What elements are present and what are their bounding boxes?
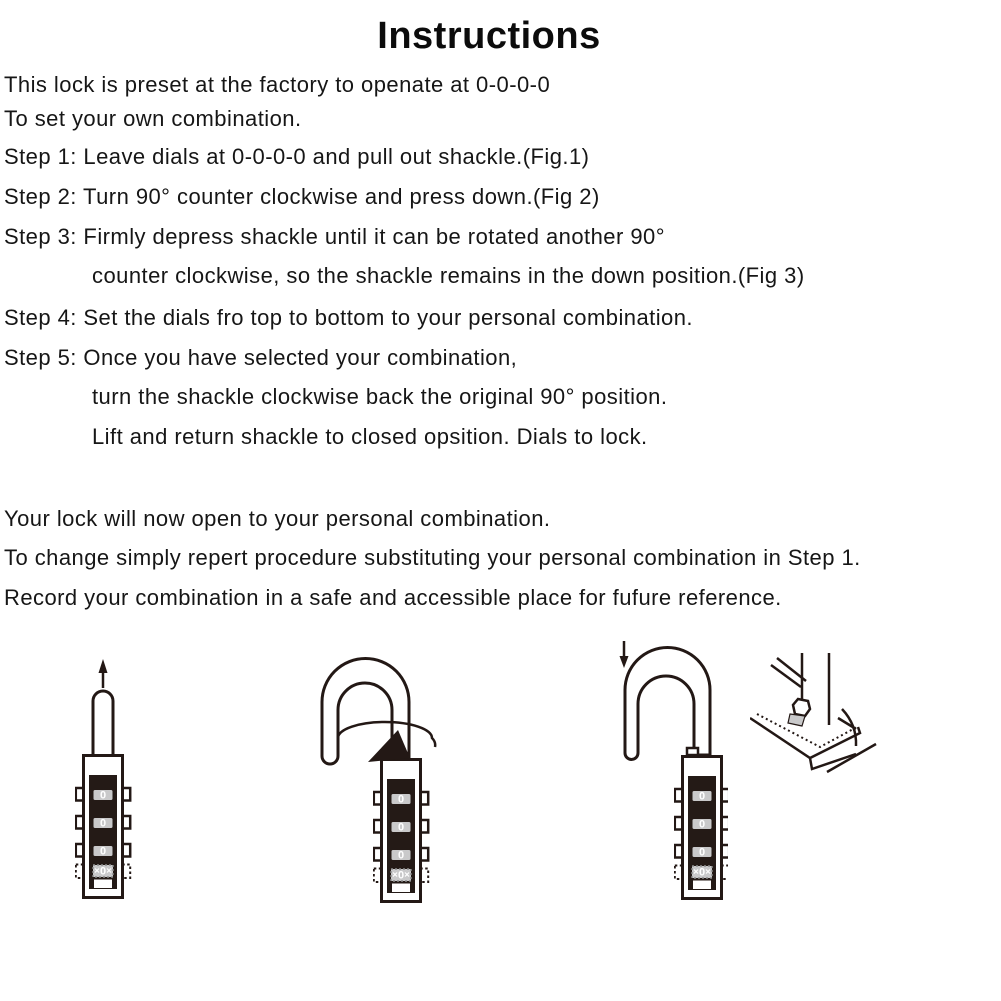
arrow-up-icon (99, 659, 108, 688)
step-1-line: Step 1: Leave dials at 0-0-0-0 and pull out shackle.(Fig.1) (4, 144, 590, 169)
latch-hex-tab (793, 699, 810, 716)
step-2-line: Step 2: Turn 90° counter clockwise and press down.(Fig 2) (4, 184, 600, 209)
figure-2-turn-shackle (308, 648, 444, 908)
figure-3-press-down (598, 638, 728, 904)
figure-1-pull-shackle (66, 652, 140, 908)
step-3-line-a: Step 3: Firmly depress shackle until it can be rotated another 90° (4, 224, 665, 249)
lock-top-face-thickness (810, 754, 856, 769)
step-3-line-b: counter clockwise, so the shackle remains in the down position.(Fig 3) (92, 263, 805, 288)
outro-line-3: Record your combination in a safe and accessible place for fufure reference. (4, 585, 782, 610)
lock-body (675, 757, 728, 899)
shackle-open (625, 648, 710, 760)
arrow-down-icon (620, 641, 629, 668)
crossing-line (827, 744, 876, 772)
step-4-line: Step 4: Set the dials fro top to bottom to your personal combination. (4, 305, 693, 330)
latch-tab (687, 748, 698, 755)
figure-4-latch-detail (750, 645, 886, 777)
intro-line-1: This lock is preset at the factory to openate at 0-0-0-0 (4, 72, 551, 97)
shackle-post (93, 691, 113, 756)
page-title: Instructions (377, 15, 601, 57)
lock-body (374, 760, 428, 902)
step-5-line-c: Lift and return shackle to closed opsition. Dials to lock. (92, 424, 648, 449)
step-5-line-b: turn the shackle clockwise back the original 90° position. (92, 384, 668, 409)
outro-line-2: To change simply repert procedure substituting your personal combination in Step 1. (4, 545, 861, 570)
lock-top-face-outline (750, 718, 860, 758)
lock-body (76, 756, 130, 898)
latch-gray-facet (788, 714, 805, 726)
intro-line-2: To set your own combination. (4, 106, 302, 131)
step-5-line-a: Step 5: Once you have selected your combination, (4, 345, 518, 370)
outro-line-1: Your lock will now open to your personal combination. (4, 506, 551, 531)
